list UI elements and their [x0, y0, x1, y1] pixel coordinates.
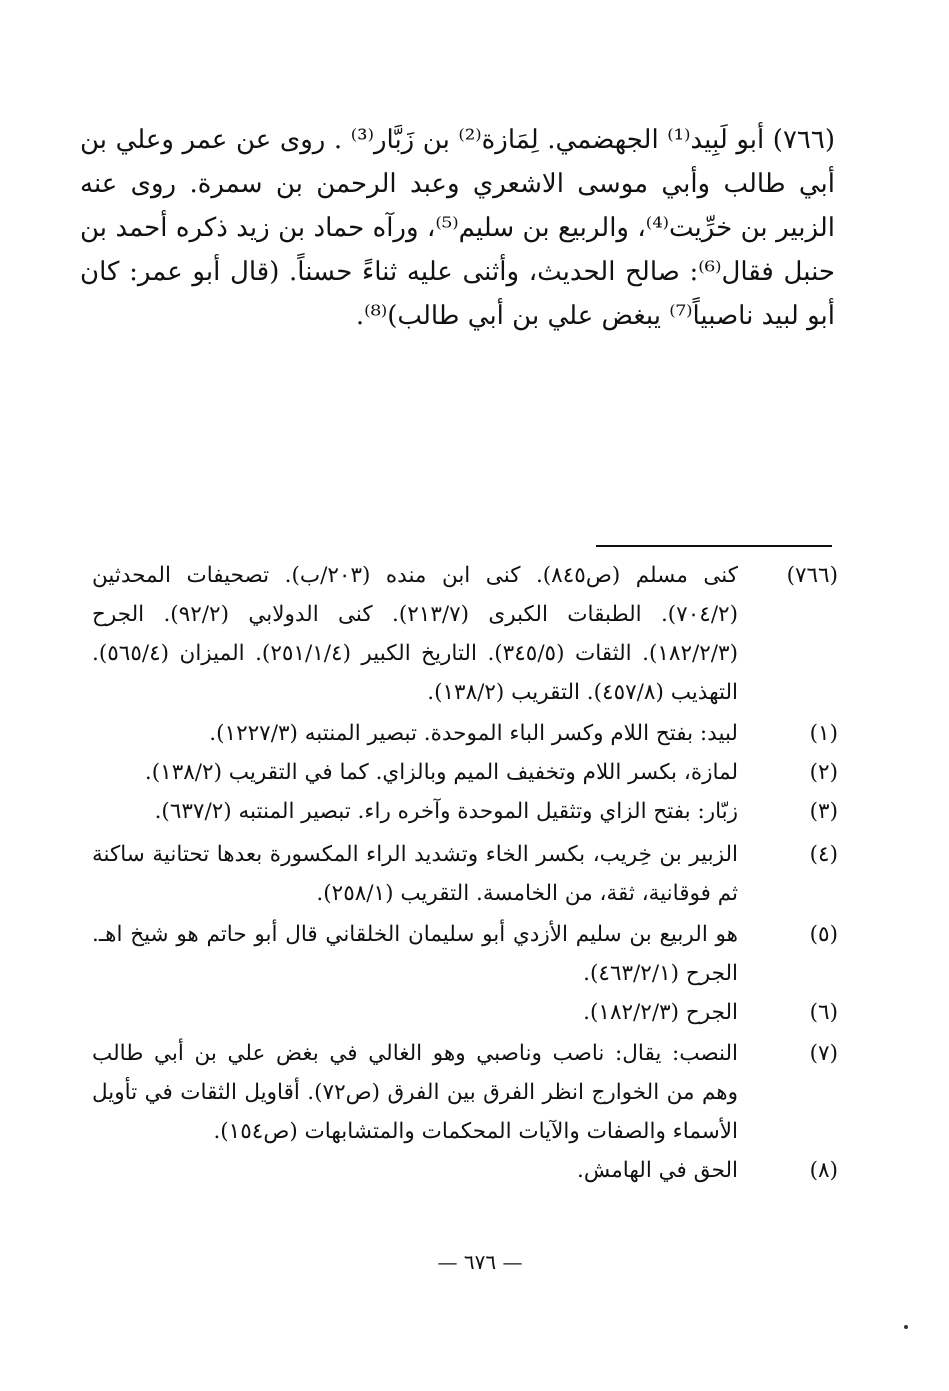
footnote-text: كنى مسلم (ص٨٤٥). كنى ابن منده (٢٠٣/ب). تصحيفات المحدثين (٧٠٤/٢). الطبقات الكبرى (٢١٣/٧). كنى الدولابي (٩٢/٢). الجرح (١٨٢/٢/٣). الثقات (٣٤٥/٥). التاريخ الكبير (٢٥١/١/٤). الميزان (٥٦٥/٤). التهذيب (٤٥٧/٨). التقريب (١٣٨/٢).	[92, 563, 738, 705]
footnote-1	[78, 714, 838, 753]
footnote-number: (١)	[809, 721, 838, 746]
footnote-sources	[78, 556, 838, 712]
footnote-6	[78, 993, 838, 1032]
footnote-2	[78, 753, 838, 792]
footnote-number: (٧)	[809, 1041, 838, 1066]
footnote-number: (٧٦٦)	[786, 563, 838, 588]
footnote-separator	[596, 545, 832, 547]
footnote-5	[78, 915, 838, 993]
footnote-text: الجرح (١٨٢/٢/٣).	[583, 1000, 738, 1025]
footnote-text: النصب: يقال: ناصب وناصبي وهو الغالي في بغض علي بن أبي طالب وهم من الخوارج انظر الفرق بين الفرق (ص٧٢). أقاويل الثقات في تأويل الأسماء والصفات والآيات المحكمات والمتشابهات (ص١٥٤).	[92, 1041, 738, 1144]
footnote-text: الحق في الهامش.	[577, 1158, 738, 1183]
footnote-3	[78, 792, 838, 831]
biography-entry	[80, 118, 835, 338]
footnote-text: هو الربيع بن سليم الأزدي أبو سليمان الخلقاني قال أبو حاتم هو شيخ اهـ. الجرح (٤٦٣/٢/١).	[92, 922, 738, 986]
footnote-text: لمازة، بكسر اللام وتخفيف الميم وبالزاي. كما في التقريب (١٣٨/٢).	[144, 760, 738, 785]
footnote-number: (٨)	[809, 1158, 838, 1183]
footnote-text: زبّار: بفتح الزاي وتثقيل الموحدة وآخره راء. تبصير المنتبه (٦٣٧/٢).	[154, 799, 738, 824]
page-number: — ٦٧٦ —	[437, 1250, 523, 1274]
footnote-number: (٦)	[809, 1000, 838, 1025]
footnote-4	[78, 835, 838, 913]
footnote-8	[78, 1151, 838, 1190]
footnote-text: لبيد: بفتح اللام وكسر الباء الموحدة. تبصير المنتبه (١٢٢٧/٣).	[209, 721, 738, 746]
scan-speck	[904, 1325, 908, 1329]
footnotes	[78, 556, 838, 1190]
footnote-number: (٥)	[809, 922, 838, 947]
footnote-number: (٣)	[809, 799, 838, 824]
footnote-number: (٤)	[809, 842, 838, 867]
footnote-number: (٢)	[809, 760, 838, 785]
footnote-text: الزبير بن خِريب، بكسر الخاء وتشديد الراء المكسورة بعدها تحتانية ساكنة ثم فوقانية، ثقة، من الخامسة. التقريب (٢٥٨/١).	[92, 842, 738, 906]
entry-paragraph: (٧٦٦) أبو لَبِيد⁽¹⁾ الجهضمي. لِمَازة⁽²⁾ بن زَبَّار⁽³⁾ . روى عن عمر وعلي بن أبي طالب وأبي موسى الاشعري وعبد الرحمن بن سمرة. روى عنه الزبير بن خرِّيت⁽⁴⁾، والربيع بن سليم⁽⁵⁾، ورآه حماد بن زيد ذكره أحمد بن حنبل فقال⁽⁶⁾: صالح الحديث، وأثنى عليه ثناءً حسناً. (قال أبو عمر: كان أبو لبيد ناصبياً⁽⁷⁾ يبغض علي بن أبي طالب)⁽⁸⁾.	[80, 125, 836, 331]
footnote-7	[78, 1034, 838, 1151]
